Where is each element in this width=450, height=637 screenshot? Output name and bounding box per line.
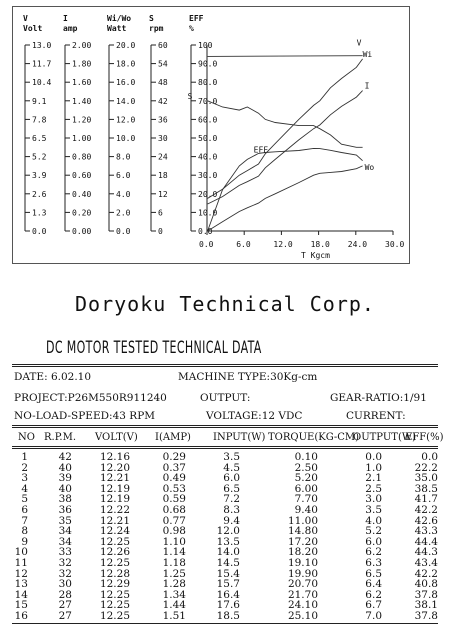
table-cell: 14.5 xyxy=(216,557,240,569)
table-cell: 24.10 xyxy=(287,599,318,612)
table-cell: 7.70 xyxy=(294,493,318,506)
table-cell: 6.00 xyxy=(294,482,318,495)
table-cell: 12.0 xyxy=(216,525,240,538)
table-cell: 38.5 xyxy=(414,482,438,495)
scale-tick-label: 16.0 xyxy=(116,78,136,88)
table-cell: 21.70 xyxy=(287,588,318,601)
x-tick-label: 24.0 xyxy=(347,240,368,249)
scale-tick-label: 10.0 xyxy=(198,208,218,218)
current-field: CURRENT: xyxy=(346,410,406,422)
table-cell: 35 xyxy=(58,514,72,527)
scale-tick-label: 18.0 xyxy=(116,59,136,69)
scale-tick-label: 40.0 xyxy=(198,152,218,162)
table-cell: 35.0 xyxy=(414,472,438,485)
table-cell: 19.10 xyxy=(287,557,318,569)
table-cell: 3.0 xyxy=(365,493,382,506)
table-cell: 6.3 xyxy=(365,557,382,569)
table-cell: 44.4 xyxy=(414,535,438,548)
project-id: PROJECT:P26M550R911240 xyxy=(14,392,167,404)
scale-tick-label: 30 xyxy=(158,134,168,143)
table-cell: 1.10 xyxy=(162,535,186,548)
table-cell: 18.20 xyxy=(287,546,318,559)
table-cell: 0.29 xyxy=(162,451,186,463)
table-cell: 12.21 xyxy=(99,472,130,485)
table-cell: 20.70 xyxy=(287,578,318,591)
series-line-v xyxy=(208,56,363,57)
table-cell: 2.5 xyxy=(365,482,382,495)
no-load-speed: NO-LOAD-SPEED:43 RPM xyxy=(14,410,156,422)
table-cell: 7 xyxy=(21,514,28,527)
scale-tick-label: 6 xyxy=(158,208,163,218)
table-cell: 0.10 xyxy=(294,451,318,463)
table-cell: 13.5 xyxy=(216,535,240,548)
curve-label-wi: Wi xyxy=(362,49,373,59)
curve-label-eff: EFF xyxy=(253,145,269,155)
curve-label-wo: Wo xyxy=(364,162,375,172)
table-cell: 1.0 xyxy=(365,461,382,474)
table-cell: 12.26 xyxy=(99,546,130,559)
curve-label-i: I xyxy=(364,81,370,91)
voltage-field: VOLTAGE:12 VDC xyxy=(206,410,303,422)
x-tick-label: 12.0 xyxy=(273,240,293,249)
scale-tick-label: 2.00 xyxy=(72,41,92,50)
table-cell: 11 xyxy=(14,557,28,569)
table-cell: 5.20 xyxy=(294,472,318,485)
scale-header-s: S xyxy=(149,14,154,23)
table-cell: 32 xyxy=(58,567,72,580)
table-cell: 44.3 xyxy=(414,546,438,559)
header-top-rule xyxy=(12,364,438,367)
table-cell: 12.28 xyxy=(99,567,130,580)
table-cell: 33 xyxy=(58,546,72,559)
table-cell: 19.90 xyxy=(287,567,318,580)
table-cell: 0.0 xyxy=(365,451,382,463)
scale-tick-label: 0.0 xyxy=(116,227,131,236)
scale-tick-label: 20.0 xyxy=(198,189,218,199)
col-header-torque: TORQUE(KG-CM) xyxy=(268,432,360,443)
scale-tick-label: 0 xyxy=(158,227,163,236)
table-cell: 12.25 xyxy=(99,588,130,601)
col-header-rpm: R.P.M. xyxy=(44,432,77,443)
table-cell: 40 xyxy=(58,482,72,495)
table-cell: 12.22 xyxy=(99,504,130,516)
table-cell: 42.2 xyxy=(414,567,438,580)
series-line-i xyxy=(208,91,363,204)
table-cell: 30 xyxy=(58,578,72,591)
scale-tick-label: 1.40 xyxy=(72,96,92,106)
scale-tick-label: 24 xyxy=(158,152,168,162)
scale-tick-label: 0.60 xyxy=(72,171,92,181)
scale-tick-label: 60.0 xyxy=(198,115,218,125)
scale-tick-label: 0.00 xyxy=(72,227,92,236)
table-cell: 42 xyxy=(58,451,72,463)
scale-tick-label: 48 xyxy=(158,78,168,88)
table-cell: 4.5 xyxy=(223,461,240,474)
table-cell: 12.21 xyxy=(99,514,130,527)
table-cell: 0.98 xyxy=(162,525,186,538)
table-cell: 12.25 xyxy=(99,610,130,622)
scale-tick-label: 14.0 xyxy=(116,96,136,106)
table-cell: 43.3 xyxy=(414,525,438,538)
scale-tick-label: 13.0 xyxy=(32,41,52,50)
scale-tick-label: 36 xyxy=(158,115,168,125)
table-cell: 13 xyxy=(14,578,28,591)
scale-unit-w: Watt xyxy=(107,24,127,33)
scale-tick-label: 1.80 xyxy=(72,59,92,69)
scale-header-v: V xyxy=(23,14,28,23)
table-cell: 25.10 xyxy=(287,610,318,622)
scale-tick-label: 12.0 xyxy=(116,115,136,125)
table-cell: 1.14 xyxy=(162,546,186,559)
table-cell: 12.25 xyxy=(99,599,130,612)
table-cell: 7.2 xyxy=(223,493,240,506)
table-cell: 6 xyxy=(21,504,28,516)
scale-header-i: I xyxy=(63,14,68,23)
table-cell: 12.20 xyxy=(99,461,130,474)
scale-tick-label: 12 xyxy=(158,189,168,199)
table-cell: 14.0 xyxy=(216,546,240,559)
table-cell: 40.8 xyxy=(414,578,438,591)
scale-tick-label: 1.00 xyxy=(72,134,92,143)
table-cell: 12.25 xyxy=(99,535,130,548)
x-tick-label: 6.0 xyxy=(236,240,251,249)
table-cell: 1.18 xyxy=(162,557,186,569)
table-cell: 6.2 xyxy=(365,546,382,559)
table-cell: 3 xyxy=(21,472,28,485)
col-header-output: OUTPUT(W) xyxy=(353,432,417,443)
scale-tick-label: 2.6 xyxy=(32,189,47,199)
machine-type: MACHINE TYPE:30Kg-cm xyxy=(178,371,318,383)
table-cell: 42.6 xyxy=(414,514,438,527)
scale-tick-label: 4.0 xyxy=(116,189,131,199)
table-cell: 7.0 xyxy=(365,610,382,622)
table-cell: 11.00 xyxy=(287,514,318,527)
table-cell: 6.4 xyxy=(365,578,382,591)
scale-tick-label: 10.4 xyxy=(32,78,52,88)
table-cell: 5 xyxy=(21,493,28,506)
table-bottom-rule xyxy=(12,623,438,624)
table-cell: 9.40 xyxy=(294,504,318,516)
table-cell: 9 xyxy=(21,535,28,548)
table-cell: 6.0 xyxy=(365,535,382,548)
table-cell: 14 xyxy=(14,588,28,601)
col-header-volt: VOLT(V) xyxy=(95,432,138,443)
report-date: DATE: 6.02.10 xyxy=(14,371,92,383)
scale-tick-label: 0.40 xyxy=(72,189,92,199)
table-cell: 1.44 xyxy=(162,599,186,612)
table-cell: 0.68 xyxy=(162,504,186,516)
table-cell: 37.8 xyxy=(414,588,438,601)
table-cell: 6.0 xyxy=(223,472,240,485)
table-cell: 40 xyxy=(58,461,72,474)
col-header-eff: EFF(%) xyxy=(405,432,444,443)
table-cell: 12.19 xyxy=(99,482,130,495)
scale-tick-label: 2.0 xyxy=(116,208,131,218)
table-cell: 18.5 xyxy=(216,610,240,622)
table-cell: 6.7 xyxy=(365,599,382,612)
table-cell: 28 xyxy=(58,588,72,601)
table-cell: 1.51 xyxy=(162,610,186,622)
scale-unit-eff: % xyxy=(189,24,194,33)
table-cell: 6.5 xyxy=(365,567,382,580)
table-cell: 3.5 xyxy=(365,504,382,516)
table-cell: 3.5 xyxy=(223,451,240,463)
table-cell: 9.4 xyxy=(223,514,240,527)
scale-tick-label: 11.7 xyxy=(32,59,52,69)
x-axis-label: T Kgcm xyxy=(301,251,330,260)
performance-chart xyxy=(13,7,411,265)
scale-tick-label: 1.20 xyxy=(72,115,92,125)
scale-tick-label: 0.0 xyxy=(32,227,47,236)
table-cell: 0.77 xyxy=(162,514,186,527)
table-cell: 38.1 xyxy=(414,599,438,612)
scale-tick-label: 1.60 xyxy=(72,78,92,88)
table-cell: 15 xyxy=(14,599,28,612)
table-cell: 37.8 xyxy=(414,610,438,622)
output-field: OUTPUT: xyxy=(200,392,251,404)
scale-tick-label: 6.5 xyxy=(32,134,47,143)
scale-header-eff: EFF xyxy=(189,14,204,23)
curve-label-v: V xyxy=(356,38,362,48)
scale-tick-label: 54 xyxy=(158,59,168,69)
table-cell: 4 xyxy=(21,482,28,495)
table-cell: 34 xyxy=(58,525,72,538)
table-cell: 12.24 xyxy=(99,525,130,538)
scale-header-w: Wi/Wo xyxy=(107,14,132,23)
scale-tick-label: 8.0 xyxy=(116,152,131,162)
scale-tick-label: 0.0 xyxy=(198,227,213,236)
scale-tick-label: 0.80 xyxy=(72,152,92,162)
table-cell: 1 xyxy=(21,451,28,463)
scale-unit-v: Volt xyxy=(23,24,43,33)
table-cell: 8.3 xyxy=(223,504,240,516)
table-cell: 12.29 xyxy=(99,578,130,591)
table-cell: 12.16 xyxy=(99,451,130,463)
scale-tick-label: 90.0 xyxy=(198,59,218,69)
scale-tick-label: 30.0 xyxy=(198,171,218,181)
x-tick-label: 0.0 xyxy=(199,240,214,249)
scale-tick-label: 3.9 xyxy=(32,171,47,181)
table-cell: 4.0 xyxy=(365,514,382,527)
table-cell: 0.59 xyxy=(162,493,186,506)
table-cell: 39 xyxy=(58,472,72,485)
table-cell: 1.25 xyxy=(162,567,186,580)
table-cell: 16.4 xyxy=(216,588,240,601)
table-cell: 15.7 xyxy=(216,578,240,591)
table-cell: 6.5 xyxy=(223,482,240,495)
col-header-no: NO xyxy=(18,432,35,443)
table-cell: 36 xyxy=(58,504,72,516)
table-cell: 0.37 xyxy=(162,461,186,474)
scale-tick-label: 9.1 xyxy=(32,96,47,106)
table-cell: 27 xyxy=(58,610,72,622)
series-line-wo xyxy=(208,166,363,231)
scale-tick-label: 20.0 xyxy=(116,41,136,50)
scale-tick-label: 70.0 xyxy=(198,96,218,106)
gear-ratio: GEAR-RATIO:1/91 xyxy=(330,392,427,404)
scale-tick-label: 5.2 xyxy=(32,152,47,162)
table-cell: 16 xyxy=(14,610,28,622)
company-name: Doryoku Technical Corp. xyxy=(75,292,375,316)
table-cell: 17.6 xyxy=(216,599,240,612)
table-cell: 14.80 xyxy=(287,525,318,538)
table-cell: 6.2 xyxy=(365,588,382,601)
table-cell: 42.2 xyxy=(414,504,438,516)
col-header-input: INPUT(W) xyxy=(213,432,266,443)
table-cell: 2.50 xyxy=(294,461,318,474)
table-cell: 8 xyxy=(21,525,28,538)
scale-tick-label: 18 xyxy=(158,171,168,181)
col-header-current: I(AMP) xyxy=(155,432,191,443)
table-cell: 32 xyxy=(58,557,72,569)
scale-tick-label: 50.0 xyxy=(198,134,218,143)
series-line-eff xyxy=(208,148,363,231)
table-cell: 0.53 xyxy=(162,482,186,495)
table-cell: 38 xyxy=(58,493,72,506)
table-top-rule xyxy=(12,425,438,428)
table-cell: 12 xyxy=(14,567,28,580)
table-header-rule xyxy=(12,446,438,449)
table-cell: 2.1 xyxy=(365,472,382,485)
table-cell: 10 xyxy=(14,546,28,559)
scale-tick-label: 6.0 xyxy=(116,171,131,181)
table-cell: 12.25 xyxy=(99,557,130,569)
scale-tick-label: 60 xyxy=(158,41,168,50)
x-tick-label: 18.0 xyxy=(310,240,330,249)
table-cell: 43.4 xyxy=(414,557,438,569)
table-cell: 12.19 xyxy=(99,493,130,506)
table-cell: 1.34 xyxy=(162,588,186,601)
table-cell: 41.7 xyxy=(414,493,438,506)
table-cell: 15.4 xyxy=(216,567,240,580)
scale-tick-label: 1.3 xyxy=(32,208,47,218)
table-cell: 34 xyxy=(58,535,72,548)
table-cell: 27 xyxy=(58,599,72,612)
table-cell: 0.49 xyxy=(162,472,186,485)
x-tick-label: 30.0 xyxy=(385,240,405,249)
table-cell: 17.20 xyxy=(287,535,318,548)
scale-unit-i: amp xyxy=(63,24,78,33)
scale-tick-label: 0.20 xyxy=(72,208,92,218)
scale-tick-label: 10.0 xyxy=(116,134,136,143)
performance-chart-frame xyxy=(12,6,410,264)
scale-unit-s: rpm xyxy=(149,24,164,33)
table-cell: 2 xyxy=(21,461,28,474)
table-cell: 0.0 xyxy=(421,451,438,463)
report-title: DC MOTOR TESTED TECHNICAL DATA xyxy=(46,338,262,358)
scale-tick-label: 100 xyxy=(198,41,213,50)
scale-tick-label: 80.0 xyxy=(198,78,218,88)
curve-label-s: S xyxy=(187,91,193,101)
scale-tick-label: 7.8 xyxy=(32,115,47,125)
scale-tick-label: 42 xyxy=(158,96,168,106)
table-cell: 22.2 xyxy=(414,461,438,474)
table-cell: 5.2 xyxy=(365,525,382,538)
table-cell: 1.28 xyxy=(162,578,186,591)
